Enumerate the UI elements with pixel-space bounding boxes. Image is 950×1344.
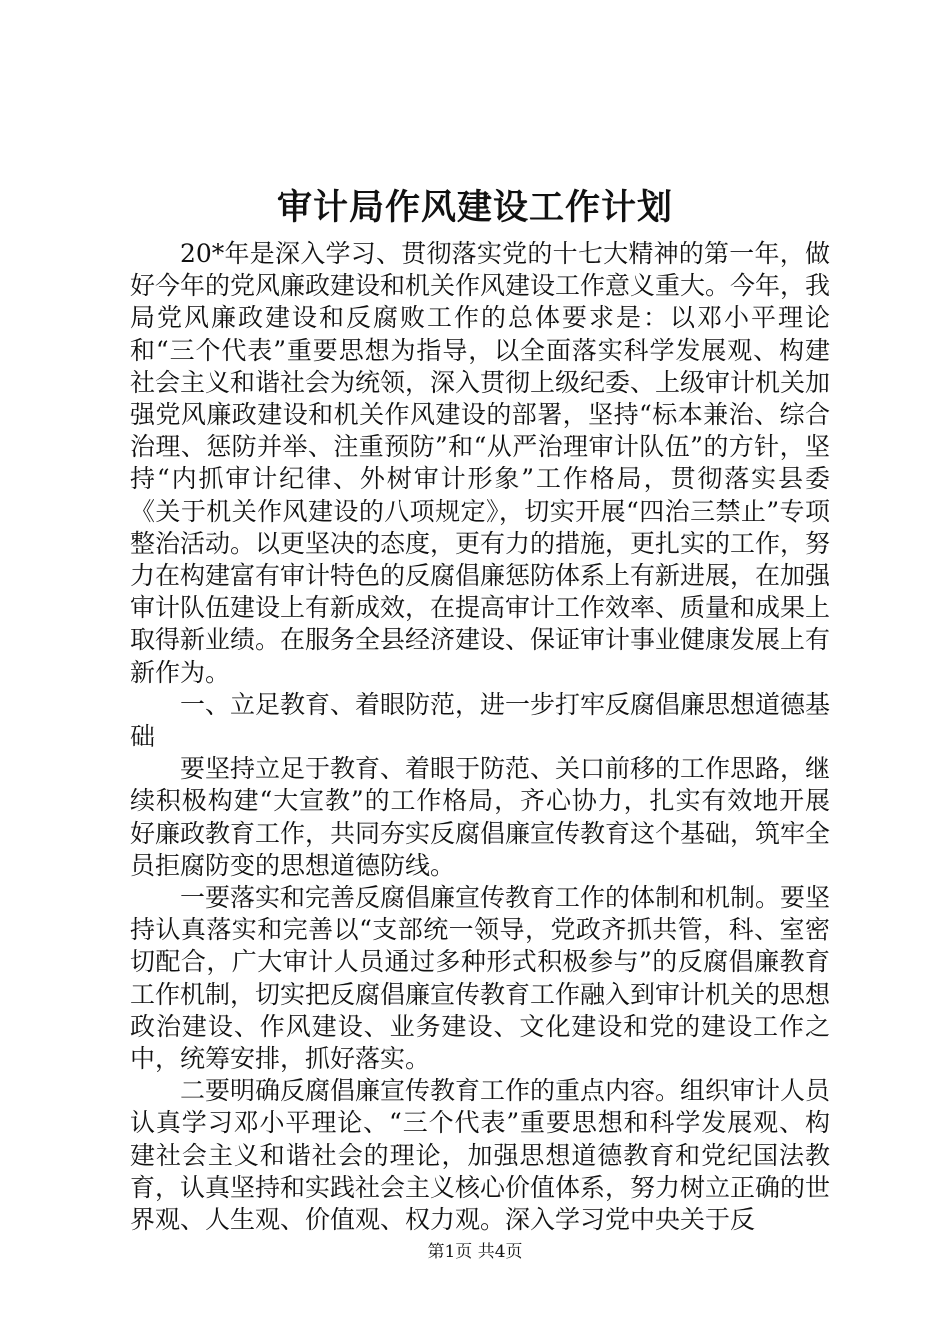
document-body [130, 238, 830, 1236]
paragraph-point-2: 二要明确反腐倡廉宣传教育工作的重点内容。组织审计人员认真学习邓小平理论、“三个代表”重要思想和科学发展观、构建社会主义和谐社会的理论，加强思想道德教育和党纪国法教育，认真坚持和实践社会主义核心价值体系，努力树立正确的世界观、人生观、价值观、权力观。深入学习党中央关于反 [130, 1076, 831, 1235]
paragraph-intro: 20*年是深入学习、贯彻落实党的十七大精神的第一年，做好今年的党风廉政建设和机关作风建设工作意义重大。今年，我局党风廉政建设和反腐败工作的总体要求是：以邓小平理论和“三个代表”重要思想为指导，以全面落实科学发展观、构建社会主义和谐社会为统领，深入贯彻上级纪委、上级审计机关加强党风廉政建设和机关作风建设的部署，坚持“标本兼治、综合治理、惩防并举、注重预防”和“从严治理审计队伍”的方针，坚持“内抓审计纪律、外树审计形象”工作格局，贯彻落实县委《关于机关作风建设的八项规定》，切实开展“四治三禁止”专项整治活动。以更坚决的态度，更有力的措施，更扎实的工作，努力在构建富有审计特色的反腐倡廉惩防体系上有新进展，在加强审计队伍建设上有新成效，在提高审计工作效率、质量和成果上取得新业绩。在服务全县经济建设、保证审计事业健康发展上有新作为。 [130, 239, 831, 687]
document-title: 审计局作风建设工作计划 [276, 187, 673, 228]
section-heading-1: 一、立足教育、着眼防范，进一步打牢反腐倡廉思想道德基础 [130, 689, 831, 752]
paragraph-section-1: 要坚持立足于教育、着眼于防范、关口前移的工作思路，继续积极构建“大宣教”的工作格局，齐心协力，扎实有效地开展好廉政教育工作，共同夯实反腐倡廉宣传教育这个基础，筑牢全员拒腐防变的思想道德防线。 [130, 754, 831, 880]
page-number-footer: 第1页 共4页 [427, 1242, 523, 1262]
paragraph-point-1: 一要落实和完善反腐倡廉宣传教育工作的体制和机制。要坚持认真落实和完善以“支部统一领导，党政齐抓共管，科、室密切配合，广大审计人员通过多种形式积极参与”的反腐倡廉教育工作机制，切实把反腐倡廉宣传教育工作融入到审计机关的思想政治建设、作风建设、业务建设、文化建设和党的建设工作之中，统筹安排，抓好落实。 [130, 883, 831, 1074]
